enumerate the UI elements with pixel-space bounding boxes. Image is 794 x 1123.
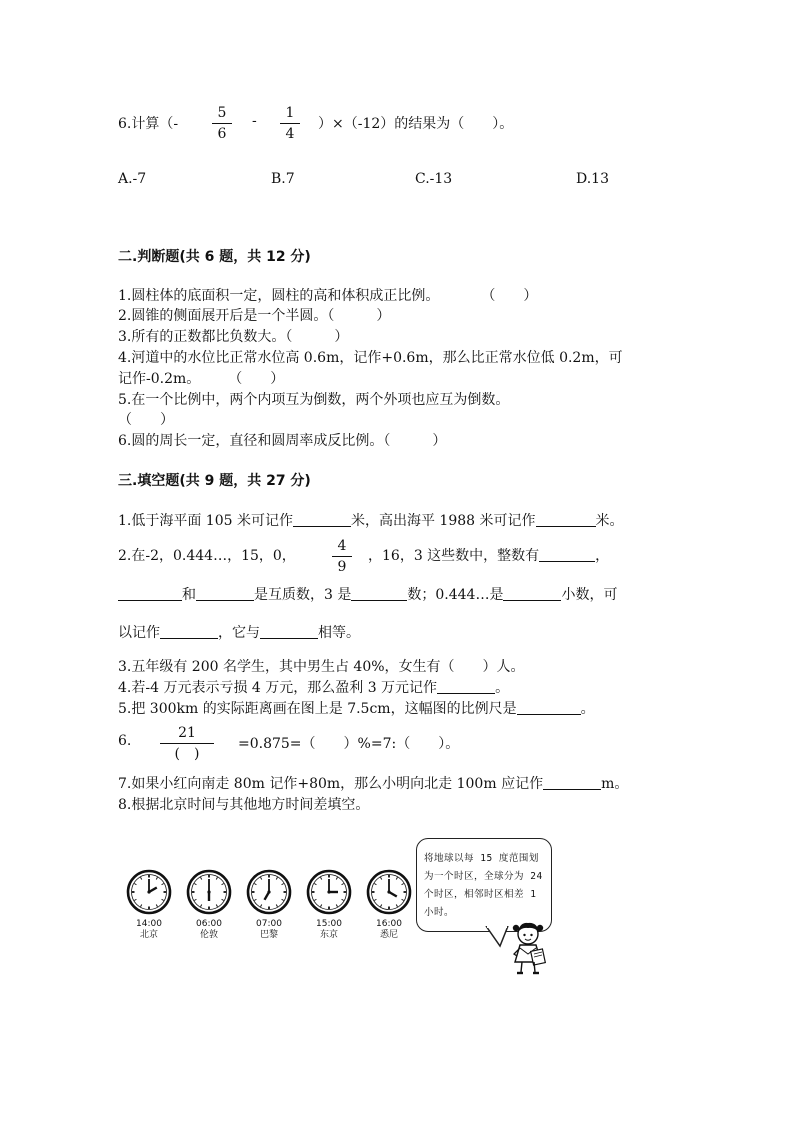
speech-bubble-text: 将地球以每 15 度范围划为一个时区，全球分为 24 个时区，相邻时区相差 1 小时。 xyxy=(424,853,543,918)
answer-blank[interactable] xyxy=(260,624,318,639)
fill-q2-line1-rest: ，16，3 这些数中，整数有 ， xyxy=(368,548,610,564)
answer-blank[interactable] xyxy=(517,700,581,715)
girl-illustration xyxy=(506,918,556,976)
clock-time: 16:00 xyxy=(376,919,402,929)
fill-q2-fraction: 4 9 xyxy=(332,537,352,576)
judgement-item-2: 2.圆锥的侧面展开后是一个半圆。（ ） xyxy=(118,308,391,324)
clock-time: 06:00 xyxy=(196,919,222,929)
answer-blank[interactable] xyxy=(437,679,495,694)
answer-blank[interactable] xyxy=(293,512,351,527)
answer-blank[interactable] xyxy=(160,624,218,639)
clock-time: 07:00 xyxy=(256,919,282,929)
answer-blank[interactable] xyxy=(539,547,595,562)
fill-q4: 4.若-4 万元表示亏损 4 万元，那么盈利 3 万元记作 。 xyxy=(118,680,510,696)
clock-label xyxy=(299,919,359,941)
clock-label xyxy=(359,919,419,941)
clock-face-icon xyxy=(186,869,232,915)
mc-q6-prefix: 6.计算（- xyxy=(118,116,179,132)
judgement-item-6: 6.圆的周长一定，直径和圆周率成反比例。（ ） xyxy=(118,433,447,449)
judgement-item-1: 1.圆柱体的底面积一定，圆柱的高和体积成正比例。 （ ） xyxy=(118,288,538,304)
clock-city: 巴黎 xyxy=(259,930,278,940)
fill-q2-line1: 2.在-2，0.444…，15，0， xyxy=(118,548,296,564)
clock-time: 14:00 xyxy=(136,919,162,929)
fill-q6-rest: =0.875=（ ）%=7:（ ）。 xyxy=(238,736,460,752)
mc-q6-minus: - xyxy=(252,113,257,129)
fill-q5: 5.把 300km 的实际距离画在图上是 7.5cm，这幅图的比例尺是 。 xyxy=(118,701,595,717)
answer-blank[interactable] xyxy=(118,586,182,601)
answer-blank[interactable] xyxy=(503,586,561,601)
clock-city: 北京 xyxy=(139,930,158,940)
answer-blank[interactable] xyxy=(196,586,254,601)
answer-blank[interactable] xyxy=(536,512,596,527)
clock-city: 悉尼 xyxy=(379,930,398,940)
fill-q7: 7.如果小红向南走 80m 记作+80m，那么小明向北走 100m 应记作 m。 xyxy=(118,776,629,792)
mc-option-d[interactable]: D.13 xyxy=(576,171,609,187)
mc-option-c[interactable]: C.-13 xyxy=(415,171,453,187)
fill-q2-line2: 和 是互质数，3 是 数；0.444…是 小数，可 xyxy=(118,584,617,604)
clock-time: 15:00 xyxy=(316,919,342,929)
fill-q6-fraction: 21 ( ) xyxy=(160,724,214,763)
judgement-item-4-cont: 记作-0.2m。 （ ） xyxy=(118,371,285,387)
mc-q6-fraction-1: 5 6 xyxy=(212,104,232,143)
mc-q6-fraction-2: 1 4 xyxy=(280,104,300,143)
judgement-item-5-cont: （ ） xyxy=(118,412,174,428)
clock-city: 东京 xyxy=(319,930,338,940)
fill-q2-line3: 以记作 ，它与 相等。 xyxy=(118,625,360,641)
clock-label xyxy=(179,919,239,941)
judgement-item-5: 5.在一个比例中，两个内项互为倒数，两个外项也应互为倒数。 xyxy=(118,392,510,408)
clock-label xyxy=(239,919,299,941)
clock-face-icon xyxy=(306,869,352,915)
clock-label xyxy=(119,919,179,941)
answer-blank[interactable] xyxy=(543,775,601,790)
mc-option-a[interactable]: A.-7 xyxy=(118,171,147,187)
section-title-fill-blank: 三.填空题(共 9 题，共 27 分) xyxy=(118,473,311,489)
clock-face-icon xyxy=(366,869,412,915)
fill-q6-prefix: 6. xyxy=(118,733,132,749)
section-title-judgement: 二.判断题(共 6 题，共 12 分) xyxy=(118,249,311,265)
answer-blank[interactable] xyxy=(351,586,407,601)
mc-option-b[interactable]: B.7 xyxy=(271,171,295,187)
judgement-item-4: 4.河道中的水位比正常水位高 0.6m，记作+0.6m，那么比正常水位低 0.2m，可 xyxy=(118,350,623,366)
fill-q1: 1.低于海平面 105 米可记作 米，高出海平 1988 米可记作 米。 xyxy=(118,513,624,529)
clock-face-icon xyxy=(246,869,292,915)
fill-q3: 3.五年级有 200 名学生，其中男生占 40%，女生有（ ）人。 xyxy=(118,659,525,675)
mc-q6-suffix: ）×（-12）的结果为（ ）。 xyxy=(318,116,514,132)
clock-face-icon xyxy=(126,869,172,915)
judgement-item-3: 3.所有的正数都比负数大。（ ） xyxy=(118,329,349,345)
fill-q8: 8.根据北京时间与其他地方时间差填空。 xyxy=(118,797,370,813)
clock-city: 伦敦 xyxy=(199,930,218,940)
